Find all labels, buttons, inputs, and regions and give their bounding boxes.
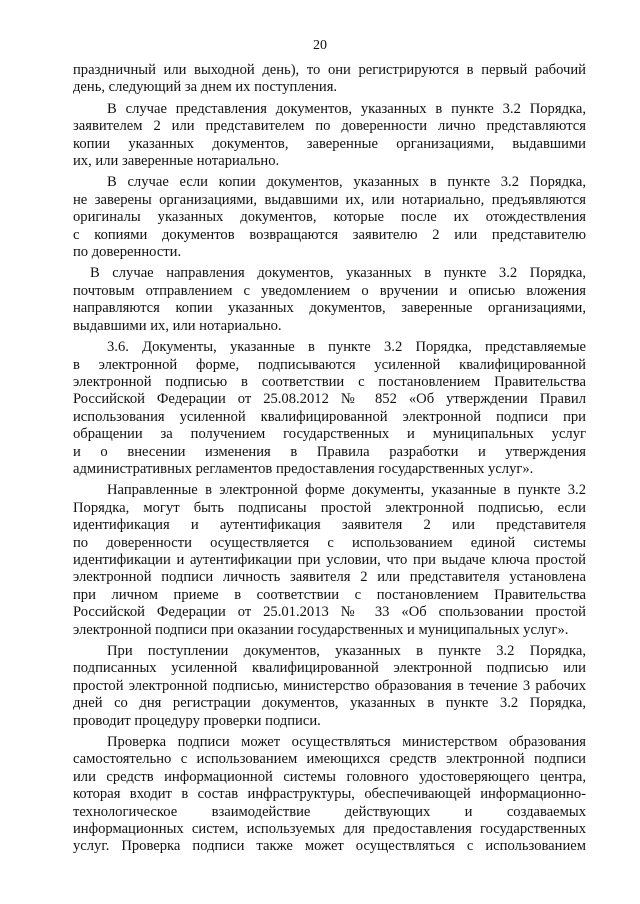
text-line: проводит процедуру проверки подписи. — [73, 712, 321, 729]
text-line: Российской Федерации от 25.08.2012 № 852 «Об утверждении Правил — [73, 391, 586, 408]
paragraph — [73, 643, 586, 730]
text-line: информационных систем, используемых для предоставления государственных — [73, 821, 586, 838]
text-line: по доверенности. — [73, 244, 182, 261]
text-line: с копиями документов возвращаются заявителю 2 или представителю — [73, 226, 586, 243]
text-line: оригиналы указанных документов, которые после их отождествления — [73, 209, 586, 226]
text-line: идентификация и аутентификация заявителя 2 или представителя — [73, 517, 586, 534]
text-line: по доверенности осуществляется с использованием единой системы — [73, 534, 586, 551]
text-line: 3.6. Документы, указанные в пункте 3.2 Порядка, представляемые — [107, 339, 586, 356]
paragraph — [73, 174, 586, 261]
text-line: дней со дня регистрации документов, указанных в пункте 3.2 Порядка, — [73, 695, 586, 712]
text-line: технологическое взаимодействие действующих и создаваемых — [73, 803, 586, 820]
text-line: обращении за получением государственных и муниципальных услуг — [73, 426, 586, 443]
text-line: при личном приеме в соответствии с постановлением Правительства — [73, 586, 586, 603]
text-line: или средств информационной системы головного удостоверяющего центра, — [73, 768, 586, 785]
text-line: Российской Федерации от 25.01.2013 № 33 «Об спользовании простой — [73, 604, 586, 621]
text-line: праздничный или выходной день), то они регистрируются в первый рабочий — [73, 62, 586, 78]
paragraph — [73, 101, 586, 171]
text-line: почтовым отправлением с уведомлением о вручении и описью вложения — [73, 282, 586, 299]
text-line: копии указанных документов, заверенные организациями, выдавшими — [73, 135, 586, 152]
text-line: Проверка подписи может осуществляться министерством образования — [107, 734, 586, 751]
paragraph — [73, 734, 586, 856]
paragraph — [73, 339, 586, 478]
text-line: подписанных усиленной квалифицированной электронной подписью или — [73, 660, 586, 677]
text-line: идентификации и аутентификации при условии, что при выдаче ключа простой — [73, 551, 586, 568]
text-line: электронной подписи при оказании государственных и муниципальных услуг». — [73, 621, 569, 638]
text-line: В случае если копии документов, указанных в пункте 3.2 Порядка, — [107, 174, 586, 191]
page-number: 20 — [313, 38, 327, 53]
paragraph — [73, 482, 586, 639]
text-line: Направленные в электронной форме документы, указанные в пункте 3.2 — [107, 482, 586, 499]
text-line: В случае направления документов, указанных в пункте 3.2 Порядка, — [90, 265, 586, 282]
paragraph — [73, 62, 586, 97]
text-line: электронной подписи личность заявителя 2 или представителя установлена — [73, 569, 586, 586]
text-line: день, следующий за днем их поступления. — [73, 79, 338, 96]
text-line: простой электронной подписью, министерство образования в течение 3 рабочих — [73, 677, 586, 694]
document-body — [73, 62, 586, 856]
text-line: не заверены организациями, выдавшими их, или нотариально, предъявляются — [73, 191, 586, 208]
text-line: заявителем 2 или представителем по доверенности лично представляются — [73, 118, 586, 135]
text-line: В случае представления документов, указанных в пункте 3.2 Порядка, — [107, 100, 586, 117]
text-line: услуг. Проверка подписи также может осуществляться с использованием — [73, 838, 586, 855]
text-line: использования усиленной квалифицированной электронной подписи при — [73, 408, 586, 425]
text-line: в электронной форме, подписываются усиленной квалифицированной — [73, 356, 586, 373]
text-line: их, или заверенные нотариально. — [73, 153, 280, 170]
text-line: административных регламентов предоставления государственных услуг». — [73, 460, 534, 477]
text-line: которая входит в состав инфраструктуры, обеспечивающей информационно- — [73, 786, 586, 803]
text-line: Порядка, могут быть подписаны простой электронной подписью, если — [73, 499, 586, 516]
text-line: направляются копии указанных документов, заверенные организациями, — [73, 300, 586, 317]
text-line: самостоятельно с использованием имеющихся средств электронной подписи — [73, 751, 586, 768]
paragraph — [73, 265, 586, 335]
text-line: При поступлении документов, указанных в пункте 3.2 Порядка, — [107, 643, 586, 659]
text-line: выдавшими их, или нотариально. — [73, 317, 282, 334]
text-line: и о внесении изменения в Правила разработки и утверждения — [73, 443, 586, 460]
text-line: электронной подписью в соответствии с постановлением Правительства — [73, 373, 586, 390]
